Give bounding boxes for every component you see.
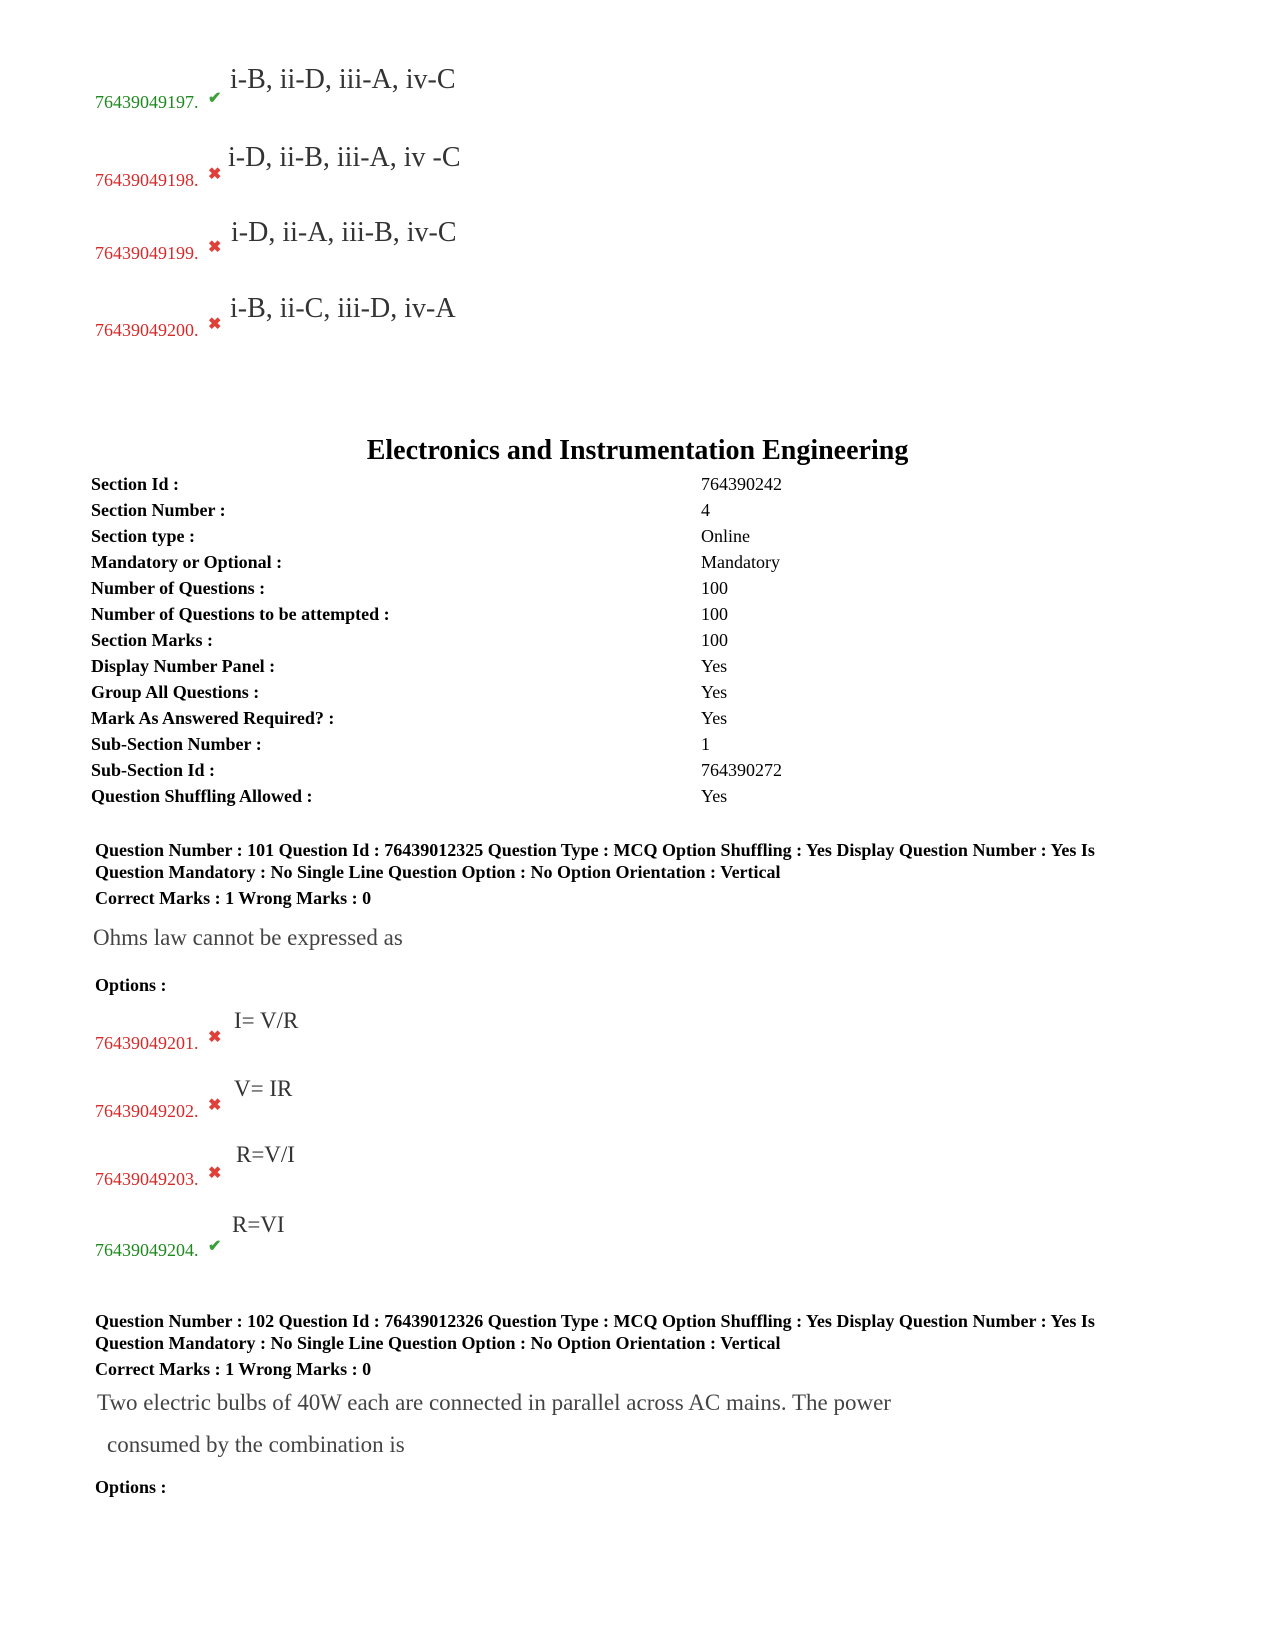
options-label: Options : xyxy=(95,1477,167,1497)
info-label: Number of Questions to be attempted : xyxy=(91,604,390,624)
option-text: I= V/R xyxy=(234,1008,299,1033)
info-value: 764390242 xyxy=(701,474,782,494)
option-text: R=V/I xyxy=(236,1142,295,1167)
info-label: Mark As Answered Required? : xyxy=(91,708,335,728)
section-info-row xyxy=(91,474,1191,498)
info-value: Yes xyxy=(701,656,728,676)
cross-icon: ✖ xyxy=(208,1029,222,1046)
section-info-row xyxy=(91,708,1191,732)
question-meta: Question Mandatory : No Single Line Question Option : No Option Orientation : Vertical xyxy=(95,1333,781,1353)
info-label: Group All Questions : xyxy=(91,682,260,702)
info-label: Section Number : xyxy=(91,500,226,520)
check-icon: ✔ xyxy=(208,90,222,107)
option-text: i-B, ii-D, iii-A, iv-C xyxy=(230,64,456,95)
cross-icon: ✖ xyxy=(208,1097,222,1114)
info-label: Number of Questions : xyxy=(91,578,266,598)
info-label: Sub-Section Number : xyxy=(91,734,262,754)
option-text: i-D, ii-B, iii-A, iv -C xyxy=(228,142,461,173)
section-info-row xyxy=(91,552,1191,576)
info-value: 4 xyxy=(701,500,710,520)
option-id: 76439049204. xyxy=(95,1240,199,1260)
section-info-row xyxy=(91,604,1191,628)
check-icon: ✔ xyxy=(208,1238,222,1255)
info-value: 764390272 xyxy=(701,760,782,780)
cross-icon: ✖ xyxy=(208,239,222,256)
option-text: V= IR xyxy=(234,1076,293,1101)
section-info-row xyxy=(91,526,1191,550)
info-label: Section Marks : xyxy=(91,630,213,650)
option-id: 76439049197. xyxy=(95,92,199,112)
section-info-row xyxy=(91,656,1191,680)
info-value: 1 xyxy=(701,734,710,754)
options-label: Options : xyxy=(95,975,167,995)
info-value: 100 xyxy=(701,578,728,598)
section-info-row xyxy=(91,760,1191,784)
option-text: i-B, ii-C, iii-D, iv-A xyxy=(230,293,456,324)
option-id: 76439049203. xyxy=(95,1169,199,1189)
question-marks: Correct Marks : 1 Wrong Marks : 0 xyxy=(95,888,372,908)
option-id: 76439049202. xyxy=(95,1101,199,1121)
option-id: 76439049201. xyxy=(95,1033,199,1053)
question-text: consumed by the combination is xyxy=(107,1432,405,1457)
section-info-row xyxy=(91,786,1191,810)
section-info-row xyxy=(91,500,1191,524)
option-id: 76439049200. xyxy=(95,320,199,340)
cross-icon: ✖ xyxy=(208,1165,222,1182)
info-value: Online xyxy=(701,526,750,546)
question-text: Ohms law cannot be expressed as xyxy=(93,925,403,950)
info-value: Mandatory xyxy=(701,552,780,572)
info-label: Display Number Panel : xyxy=(91,656,276,676)
info-label: Section type : xyxy=(91,526,195,546)
info-value: 100 xyxy=(701,630,728,650)
info-value: Yes xyxy=(701,708,728,728)
info-value: Yes xyxy=(701,682,728,702)
section-info-row xyxy=(91,578,1191,602)
cross-icon: ✖ xyxy=(208,166,222,183)
section-info-row xyxy=(91,734,1191,758)
option-text: i-D, ii-A, iii-B, iv-C xyxy=(231,217,457,248)
info-value: Yes xyxy=(701,786,728,806)
info-label: Mandatory or Optional : xyxy=(91,552,283,572)
section-info-row xyxy=(91,630,1191,654)
option-text: R=VI xyxy=(232,1212,285,1237)
question-text: Two electric bulbs of 40W each are connected in parallel across AC mains. The power xyxy=(97,1390,891,1415)
cross-icon: ✖ xyxy=(208,316,222,333)
question-meta: Question Number : 101 Question Id : 76439012325 Question Type : MCQ Option Shuffling : Yes Display Question Number : Yes Is xyxy=(95,840,1095,860)
question-meta: Question Mandatory : No Single Line Question Option : No Option Orientation : Vertical xyxy=(95,862,781,882)
question-meta: Question Number : 102 Question Id : 76439012326 Question Type : MCQ Option Shuffling : Yes Display Question Number : Yes Is xyxy=(95,1311,1095,1331)
info-label: Section Id : xyxy=(91,474,180,494)
option-id: 76439049199. xyxy=(95,243,199,263)
info-value: 100 xyxy=(701,604,728,624)
section-title: Electronics and Instrumentation Engineering xyxy=(366,435,909,466)
option-id: 76439049198. xyxy=(95,170,199,190)
section-info-row xyxy=(91,682,1191,706)
question-marks: Correct Marks : 1 Wrong Marks : 0 xyxy=(95,1359,372,1379)
info-label: Sub-Section Id : xyxy=(91,760,216,780)
info-label: Question Shuffling Allowed : xyxy=(91,786,313,806)
